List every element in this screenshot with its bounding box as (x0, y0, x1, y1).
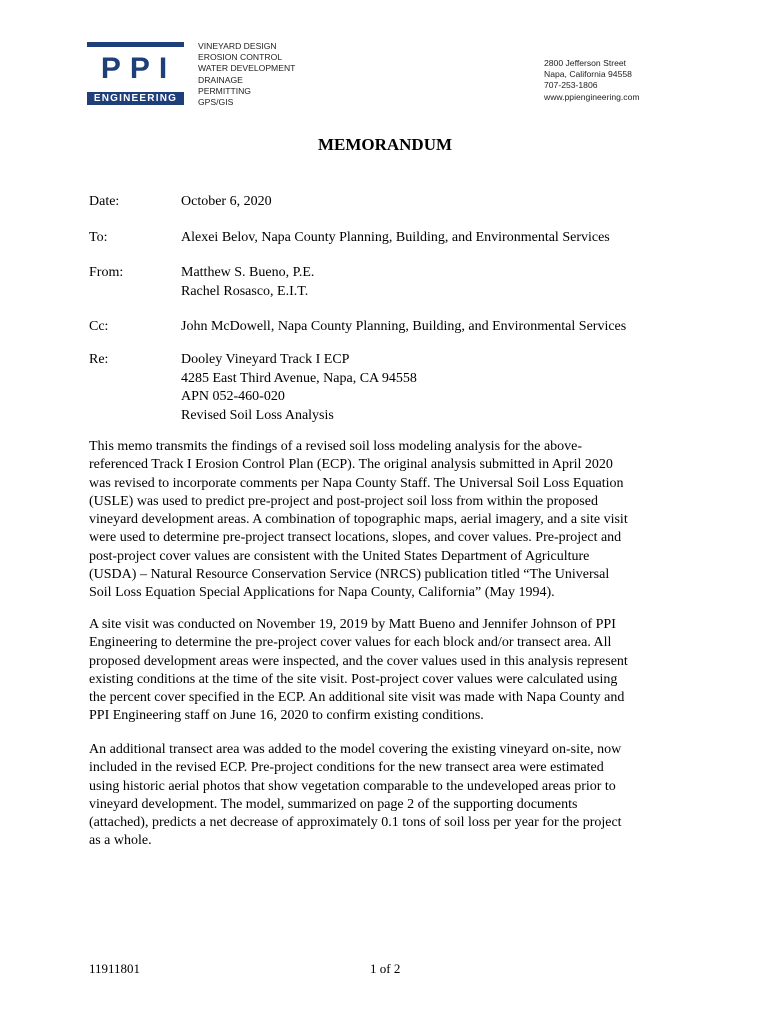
address-line: Napa, California 94558 (544, 69, 632, 80)
website-link[interactable]: www.ppiengineering.com (544, 91, 640, 102)
re-line: APN 052-460-020 (181, 389, 285, 404)
cc-label: Cc: (89, 319, 109, 334)
service-item: PERMITTING (198, 85, 251, 96)
text-line: (USLE) was used to predict pre-project and post-project soil loss from within the proposed (89, 493, 598, 509)
body-paragraph-2 (89, 616, 689, 726)
logo-subtext: ENGINEERING (87, 92, 184, 105)
address-line: 2800 Jefferson Street (544, 58, 627, 68)
service-item: GPS/GIS (198, 97, 234, 108)
memo-title: MEMORANDUM (317, 135, 453, 154)
text-line: PPI Engineering staff on June 16, 2020 to confirm existing conditions. (89, 708, 484, 724)
text-line: post-project cover values are consistent with the United States Department of Agriculture (89, 548, 590, 564)
text-line: was revised to incorporate comments per Napa County Staff. The Universal Soil Loss Equation (89, 475, 624, 491)
logo-bar (87, 42, 184, 47)
text-line: proposed development areas were inspected, and the cover values used in this analysis represent (89, 653, 628, 669)
text-line: using historic aerial photos that show vegetation comparable to the undeveloped areas prior to (89, 778, 616, 794)
text-line: (USDA) – Natural Resource Conservation Service (NRCS) publication titled “The Universal (89, 567, 610, 583)
text-line: vineyard development. The model, summarized on page 2 of the supporting documents (89, 796, 578, 812)
service-item: VINEYARD DESIGN (198, 41, 277, 51)
to-label: To: (89, 230, 108, 245)
logo-text: PPI (100, 52, 177, 85)
service-item: EROSION CONTROL (198, 52, 283, 63)
re-value (181, 351, 741, 425)
text-line: were used to determine pre-project transect locations, slopes, and cover values. Pre-project and (89, 530, 622, 546)
text-line: Soil Loss Equation Special Applications for Napa County, California” (May 1994). (89, 585, 555, 601)
services-list (198, 41, 295, 108)
date-label: Date: (89, 194, 120, 209)
re-label: Re: (89, 352, 109, 367)
cc-value: John McDowell, Napa County Planning, Building, and Environmental Services (181, 319, 627, 334)
text-line: This memo transmits the findings of a revised soil loss modeling analysis for the above- (89, 439, 583, 454)
page-number: 1 of 2 (370, 961, 401, 976)
text-line: (attached), predicts a net decrease of approximately 0.1 tons of soil loss per year for the project (89, 815, 622, 831)
body-paragraph-3 (89, 741, 689, 851)
text-line: vineyard development areas. A combination of topographic maps, aerial imagery, and a site visit (89, 512, 628, 528)
address-line: 707-253-1806 (544, 80, 598, 91)
from-line: Matthew S. Bueno, P.E. (181, 265, 315, 280)
text-line: A site visit was conducted on November 19, 2019 by Matt Bueno and Jennifer Johnson of PPI (89, 617, 616, 632)
ppi-logo (87, 42, 184, 105)
text-line: Engineering to determine the pre-project cover values for each block and/or transect area. All (89, 635, 612, 651)
to-value: Alexei Belov, Napa County Planning, Building, and Environmental Services (181, 230, 610, 245)
re-line: 4285 East Third Avenue, Napa, CA 94558 (181, 370, 417, 386)
text-line: referenced Track I Erosion Control Plan (ECP). The original analysis submitted in April 2020 (89, 457, 613, 473)
from-label: From: (89, 265, 124, 280)
company-address (544, 58, 640, 103)
service-item: WATER DEVELOPMENT (198, 63, 296, 74)
date-value: October 6, 2020 (181, 194, 272, 209)
text-line: An additional transect area was added to the model covering the existing vineyard on-site, now (89, 742, 622, 757)
from-value (181, 264, 741, 301)
re-line: Revised Soil Loss Analysis (181, 407, 334, 423)
text-line: the percent cover specified in the ECP. An additional site visit was made with Napa County and (89, 690, 625, 706)
re-line: Dooley Vineyard Track I ECP (181, 352, 350, 367)
service-item: DRAINAGE (198, 74, 243, 85)
text-line: included in the revised ECP. Pre-project conditions for the new transect area were estimated (89, 760, 604, 776)
text-line: as a whole. (89, 833, 152, 849)
text-line: existing conditions at the time of the site visit. Post-project cover values were calculated using (89, 671, 618, 687)
document-id: 11911801 (89, 961, 141, 976)
from-line: Rachel Rosasco, E.I.T. (181, 283, 309, 299)
body-paragraph-1 (89, 438, 689, 603)
